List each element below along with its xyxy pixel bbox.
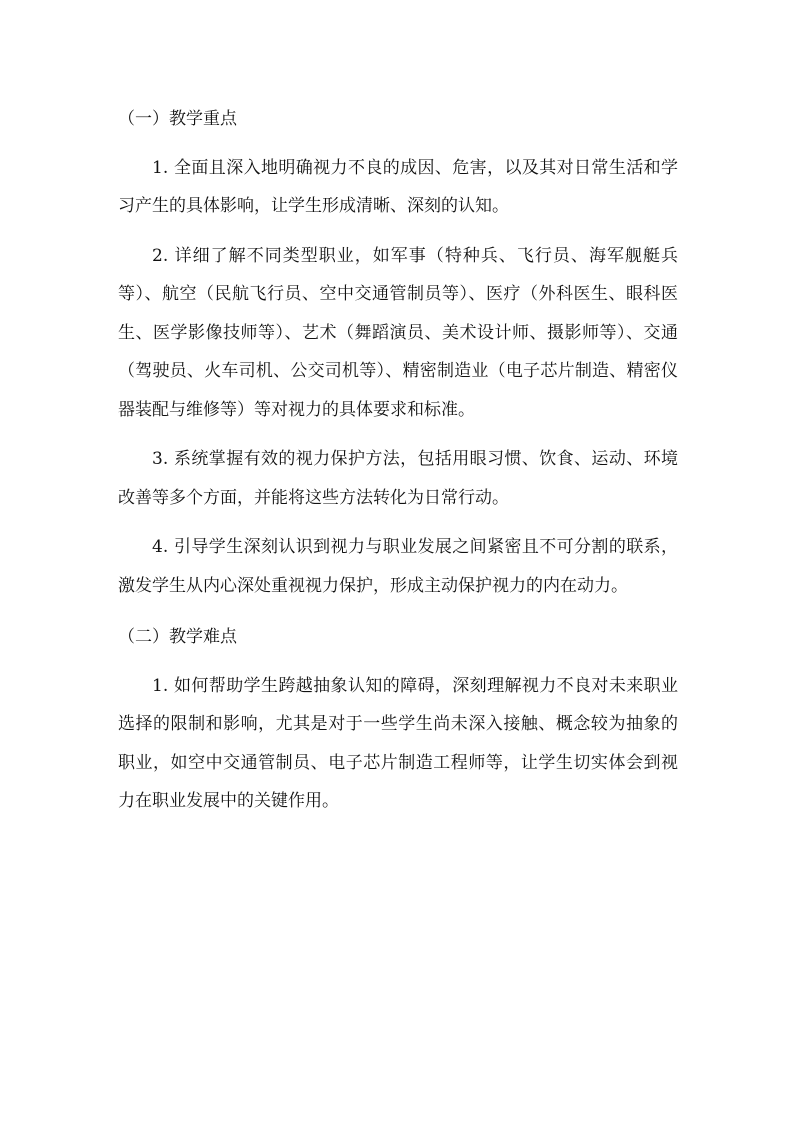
- document-body: [118, 100, 678, 832]
- paragraph-focus-2: 2. 详细了解不同类型职业，如军事（特种兵、飞行员、海军舰艇兵等）、航空（民航飞行员、空中交通管制员等）、医疗（外科医生、眼科医生、医学影像技师等）、艺术（舞蹈演员、美术设计师、摄影师等）、交通（驾驶员、火车司机、公交司机等）、精密制造业（电子芯片制造、精密仪器装配与维修等）等对视力的具体要求和标准。: [118, 245, 678, 420]
- section-heading-teaching-focus: （一）教学重点: [118, 109, 237, 129]
- paragraph-focus-4: 4. 引导学生深刻认识到视力与职业发展之间紧密且不可分割的联系，激发学生从内心深处重视视力保护，形成主动保护视力的内在动力。: [118, 537, 678, 596]
- section-heading-teaching-difficulty: （二）教学难点: [118, 627, 237, 647]
- paragraph-focus-1: 1. 全面且深入地明确视力不良的成因、危害，以及其对日常生活和学习产生的具体影响，让学生形成清晰、深刻的认知。: [118, 157, 678, 216]
- paragraph-difficulty-1: 1. 如何帮助学生跨越抽象认知的障碍，深刻理解视力不良对未来职业选择的限制和影响，尤其是对于一些学生尚未深入接触、概念较为抽象的职业，如空中交通管制员、电子芯片制造工程师等，让学生切实体会到视力在职业发展中的关键作用。: [118, 675, 678, 811]
- paragraph-focus-3: 3. 系统掌握有效的视力保护方法，包括用眼习惯、饮食、运动、环境改善等多个方面，并能将这些方法转化为日常行动。: [118, 449, 678, 508]
